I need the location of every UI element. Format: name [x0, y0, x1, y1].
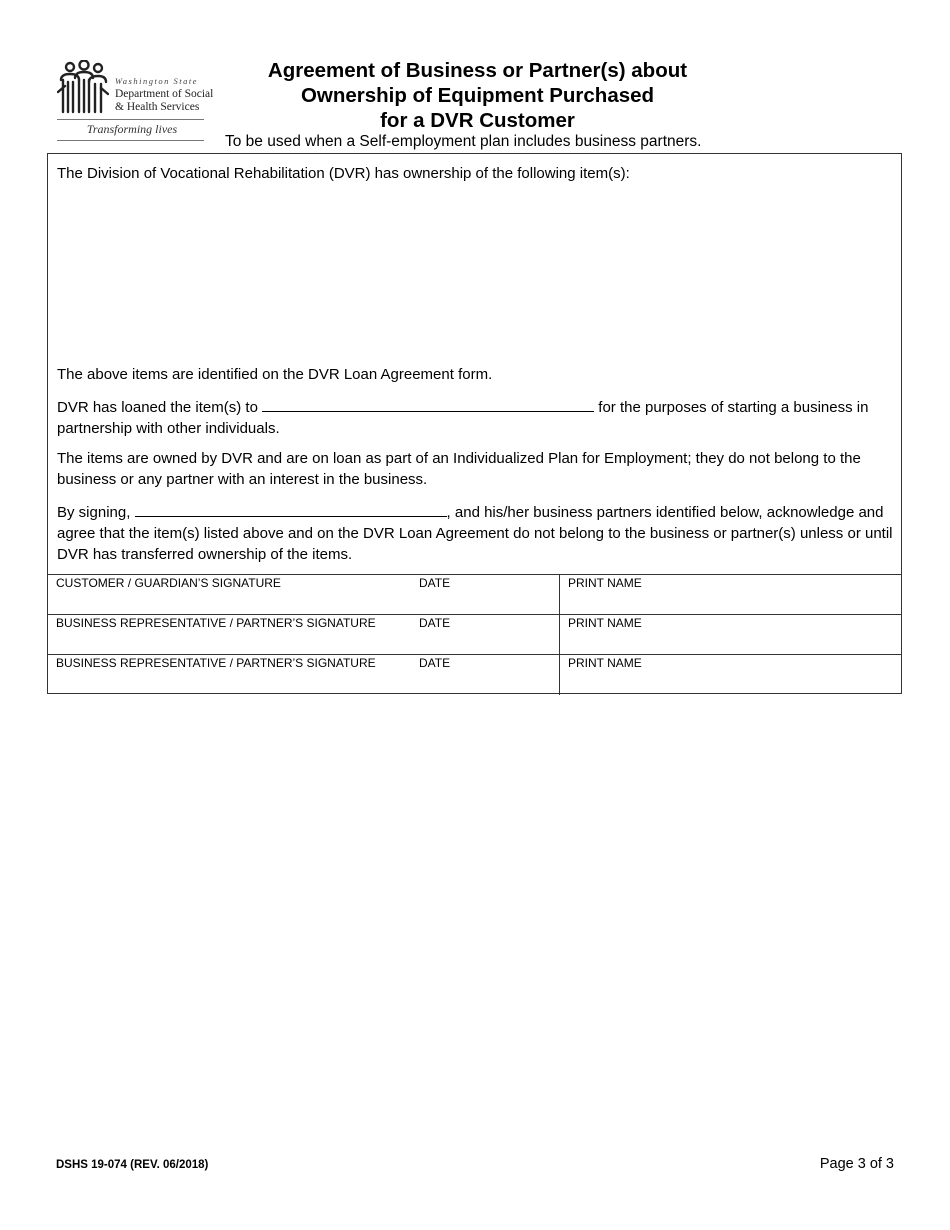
logo-tagline: Transforming lives [86, 122, 178, 136]
agreement-box [47, 153, 902, 694]
form-id: DSHS 19-074 (REV. 06/2018) [56, 1159, 209, 1171]
signature-row [48, 654, 901, 694]
business-name-field[interactable] [262, 396, 594, 412]
people-icon [57, 60, 109, 114]
form-title [225, 58, 730, 133]
signature-label: CUSTOMER / GUARDIAN’S SIGNATURE [56, 576, 281, 590]
loan-text-suffix: for the purposes of starting a business in partnership with other individuals. [57, 399, 869, 437]
title-line-1: Agreement of Business or Partner(s) about [267, 59, 688, 82]
loan-text-prefix: DVR has loaned the item(s) to [57, 399, 258, 416]
column-divider [559, 614, 560, 655]
signature-table [48, 574, 901, 694]
dshs-logo [57, 60, 214, 142]
logo-divider-top [57, 119, 204, 120]
signature-row [48, 614, 901, 654]
signing-paragraph [57, 501, 893, 565]
intro-text: The Division of Vocational Rehabilitation (DVR) has ownership of the following item(s): [57, 165, 630, 182]
form-subtitle: To be used when a Self-employment plan includes business partners. [225, 133, 702, 150]
title-line-3: for a DVR Customer [380, 109, 575, 132]
column-divider [559, 654, 560, 695]
logo-department-line2: & Health Services [115, 101, 200, 113]
date-label: DATE [419, 616, 451, 630]
date-label: DATE [419, 656, 451, 670]
print-name-label: PRINT NAME [568, 576, 642, 590]
print-name-label: PRINT NAME [568, 656, 642, 670]
items-identified-text: The above items are identified on the DVR Loan Agreement form. [57, 366, 493, 383]
signature-label: BUSINESS REPRESENTATIVE / PARTNER’S SIGNATURE [56, 656, 376, 670]
title-line-2: Ownership of Equipment Purchased [300, 84, 655, 107]
page-number: Page 3 of 3 [819, 1156, 894, 1172]
column-divider [559, 574, 560, 615]
customer-name-field[interactable] [135, 501, 447, 517]
loan-paragraph [57, 396, 893, 439]
signature-label: BUSINESS REPRESENTATIVE / PARTNER’S SIGNATURE [56, 616, 376, 630]
ownership-text: The items are owned by DVR and are on loan as part of an Individualized Plan for Employment; they do not belong to the business or any partner with an interest in the business. [57, 450, 861, 488]
logo-divider-bottom [57, 140, 204, 141]
logo-state-text: Washington State [115, 76, 198, 86]
signing-text-prefix: By signing, [57, 504, 131, 521]
signature-row [48, 574, 901, 614]
logo-department-line1: Department of Social [115, 88, 214, 100]
date-label: DATE [419, 576, 451, 590]
signing-text-suffix: , and his/her business partners identified below, acknowledge and agree that the item(s) listed above and on the DVR Loan Agreement do not belong to the business or partner(s) unless or until DVR has transferred ownership of the items. [57, 504, 893, 563]
print-name-label: PRINT NAME [568, 616, 642, 630]
items-list-area[interactable] [57, 198, 893, 358]
